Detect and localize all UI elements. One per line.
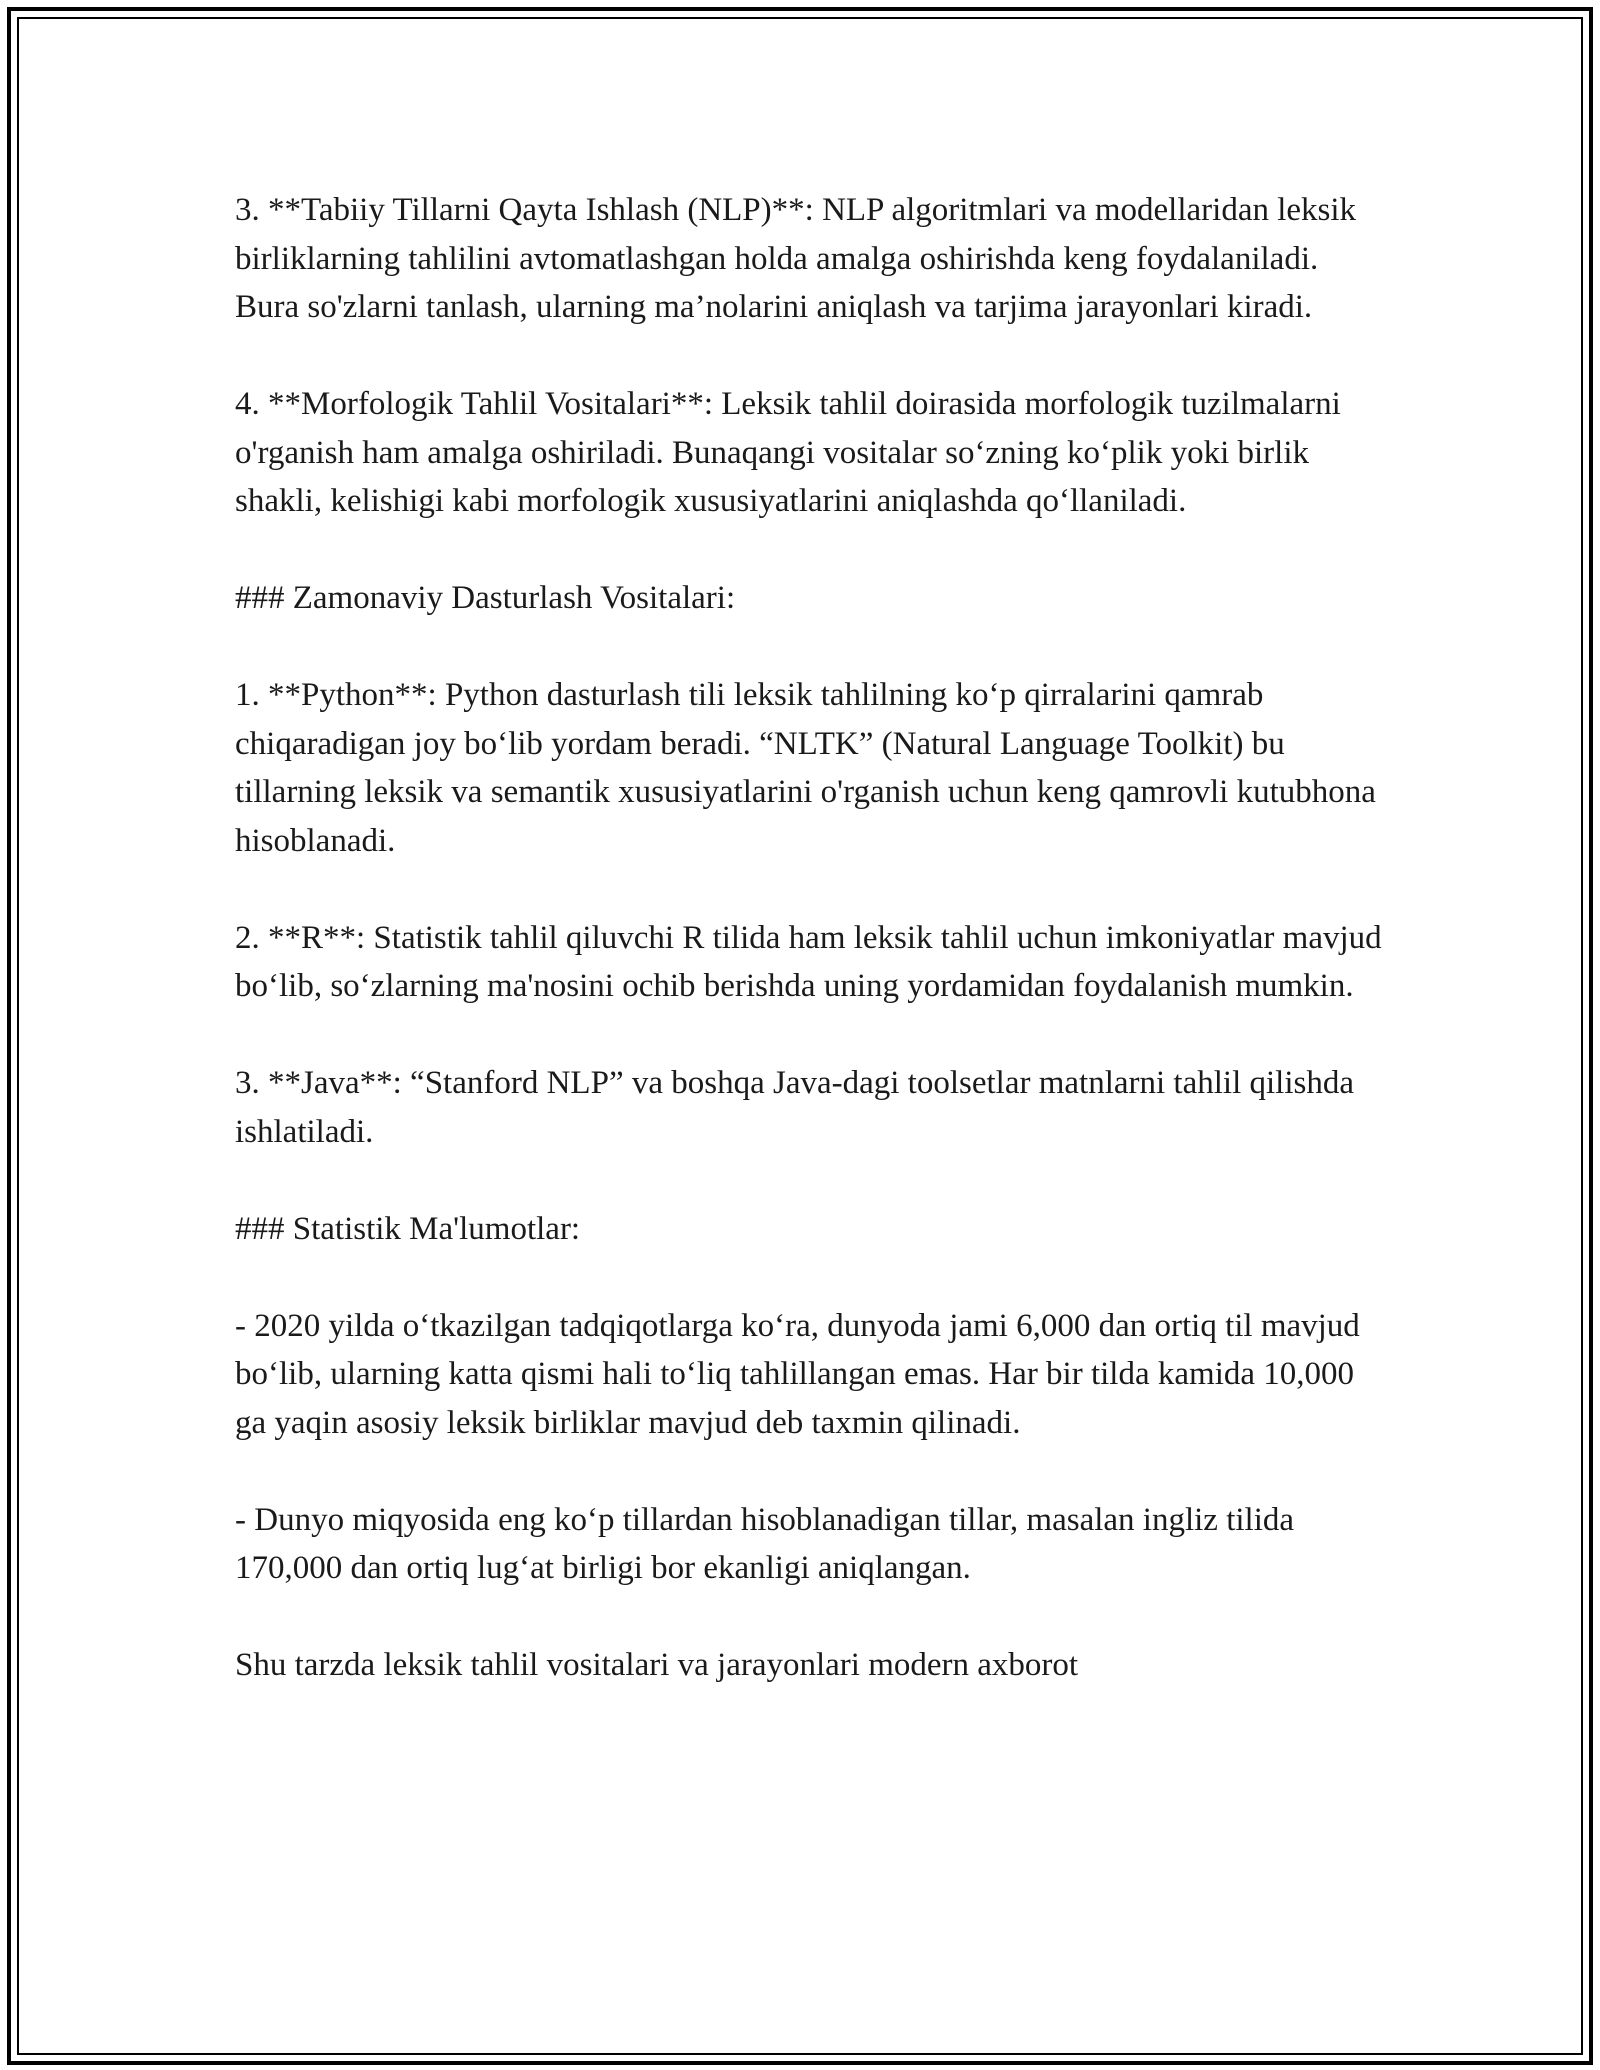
document-body: [235, 186, 1385, 1690]
paragraph-stat-english: - Dunyo miqyosida eng ko‘p tillardan hisoblanadigan tillar, masalan ingliz tilida 170,000 dan ortiq lug‘at birligi bor ekanligi aniqlangan.: [235, 1501, 1295, 1586]
paragraph-morphology-tools: 4. **Morfologik Tahlil Vositalari**: Leksik tahlil doirasida morfologik tuzilmalarni o'rganish ham amalga oshiriladi. Bunaqangi vositalar so‘zning ko‘plik yoki birlik shakli, kelishigi kabi morfologik xususiyatlarini aniqlashda qo‘llaniladi.: [235, 386, 1341, 519]
paragraph-java: 3. **Java**: “Stanford NLP” va boshqa Java-dagi toolsetlar matnlarni tahlil qilishda ishlatiladi.: [235, 1065, 1354, 1150]
heading-modern-programming-tools: ### Zamonaviy Dasturlash Vositalari:: [235, 580, 736, 616]
paragraph-r: 2. **R**: Statistik tahlil qiluvchi R tilida ham leksik tahlil uchun imkoniyatlar mavjud bo‘lib, so‘zlarning ma'nosini ochib berishda uning yordamidan foydalanish mumkin.: [235, 919, 1382, 1004]
heading-statistics: ### Statistik Ma'lumotlar:: [235, 1210, 581, 1247]
paragraph-conclusion: Shu tarzda leksik tahlil vositalari va jarayonlari modern axborot: [235, 1647, 1079, 1683]
paragraph-python: 1. **Python**: Python dasturlash tili leksik tahlilning ko‘p qirralarini qamrab chiqaradigan joy bo‘lib yordam beradi. “NLTK” (Natural Language Toolkit) bu tillarning leksik va semantik xususiyatlarini o'rganish uchun keng qamrovli kutubhona hisoblanadi.: [235, 677, 1376, 859]
paragraph-stat-languages: - 2020 yilda o‘tkazilgan tadqiqotlarga ko‘ra, dunyoda jami 6,000 dan ortiq til mavjud bo‘lib, ularning katta qismi hali to‘liq tahlillangan emas. Har bir tilda kamida 10,000 ga yaqin asosiy leksik birliklar mavjud deb taxmin qilinadi.: [235, 1307, 1360, 1441]
paragraph-nlp: 3. **Tabiiy Tillarni Qayta Ishlash (NLP)**: NLP algoritmlari va modellaridan leksik birliklarning tahlilini avtomatlashgan holda amalga oshirishda keng foydalaniladi. Bura so'zlarni tanlash, ularning ma’nolarini aniqlash va tarjima jarayonlari kiradi.: [235, 192, 1357, 325]
